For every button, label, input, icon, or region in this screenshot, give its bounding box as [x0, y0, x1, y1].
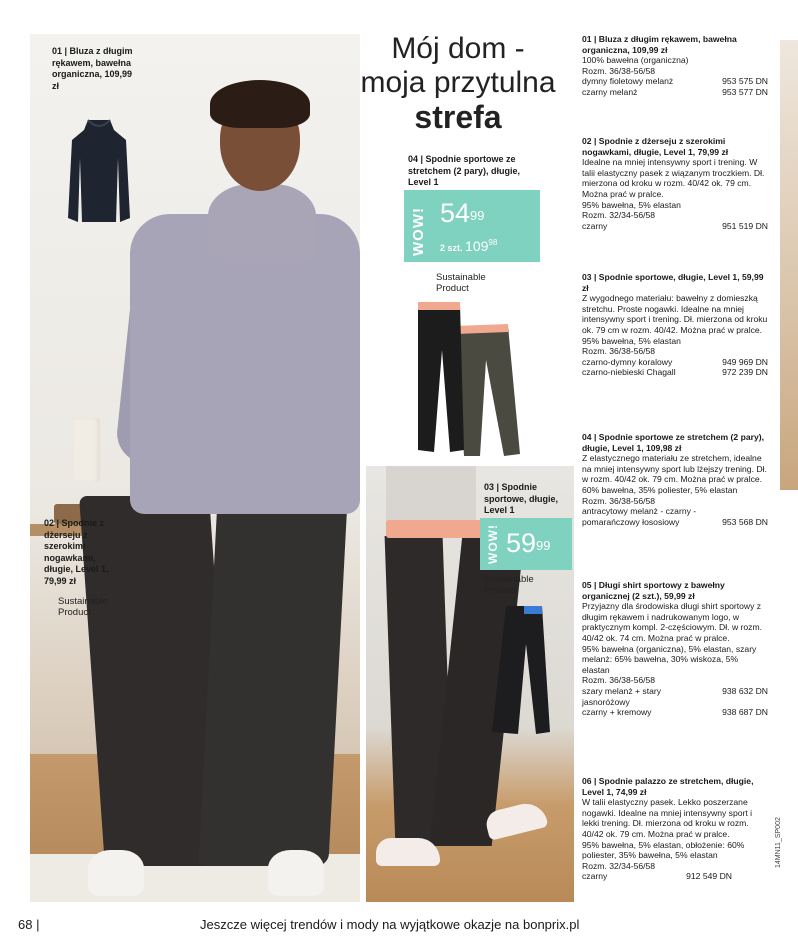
variant-row: czarno-niebieski Chagall 972 239 DN	[582, 367, 768, 378]
variant-row: czarno-dymny koralowy 949 969 DN	[582, 356, 768, 367]
callout-03: 03 | Spodnie sportowe, długie, Level 1	[484, 482, 559, 515]
callout-01: 01 | Bluza z długim rękawem, bawełna organiczna, 109,99 zł	[52, 46, 133, 91]
variant-row: czarny 912 549 DN	[582, 871, 732, 882]
model-cowl-neck	[208, 184, 316, 264]
model-sock	[88, 850, 144, 896]
pants-pair-thumbnail-icon	[412, 300, 522, 460]
sustainable-label: Sustainable Product	[58, 596, 108, 618]
sustainable-label: Sustainable Product	[436, 272, 486, 294]
variant-row: dymny fioletowy melanż 953 575 DN	[582, 76, 768, 87]
jacket-thumbnail-icon	[68, 118, 130, 224]
product-05-details: 05 | Długi shirt sportowy z bawełny organicznej (2 szt.), 59,99 zł Przyjazny dla środowiska długi shirt sportowy z długim rękawem i nadrukowanym logo, w praktycznym kompl. 2-częściowym. Dł. w rozm. 40/42 ok. 74 cm. Można prać w pralce. 95% bawełna (organiczna), 5% elastan, szary melanż: 65% bawełna, 30% wiskoza, 5% elastan Rozm. 36/38-56/58 szary melanż + stary jasnoróżowy 938 632 DN czarny + kremowy 938 687 DN	[582, 580, 768, 718]
model-sock	[268, 850, 324, 896]
product-01-details: 01 | Bluza z długim rękawem, bawełna organiczna, 109,99 zł 100% bawełna (organiczna) Rozm. 36/38-56/58 dymny fioletowy melanż 953 575 DN czarny melanż 953 577 DN	[582, 34, 768, 97]
variant-row: szary melanż + stary jasnoróżowy 938 632 DN	[582, 685, 768, 707]
page-number: 68 |	[18, 917, 40, 932]
footer-text: Jeszcze więcej trendów i mody na wyjątkowe okazje na bonprix.pl	[200, 917, 580, 932]
model-hair	[210, 80, 310, 128]
candle	[74, 418, 100, 482]
pants-thumbnail-icon	[488, 600, 554, 740]
variant-row: antracytowy melanż - czarny - pomarańczowy łososiowy 953 568 DN	[582, 506, 768, 527]
product-02-details: 02 | Spodnie z dżerseju z szerokimi nogawkami, długie, Level 1, 79,99 zł Idealne na mniej intensywny sport i trening. W talii elastyczny pasek z wiązanym troczkiem. Dł. mierzona od kroku w rozm. 40/42 ok. 79 cm. Można prać w pralce. 95% bawełna, 5% elastan Rozm. 32/34-56/58 czarny 951 519 DN	[582, 136, 768, 231]
wow-price-badge-04: WOW! $54^{99}$ 2 szt. $109^{98}$	[404, 190, 540, 262]
callout-02: 02 | Spodnie z dżerseju z szerokimi nogawkami, długie, Level 1, 79,99 zł	[44, 518, 109, 586]
waistband	[386, 520, 486, 538]
product-03-details: 03 | Spodnie sportowe, długie, Level 1, 59,99 zł Z wygodnego materiału: bawełny z domieszką stretchu. Proste nogawki. Idealne na mniej intensywny sport i trening. Dł. mierzona od kroku ok. 79 cm w rozm. 40/42. Można prać w pralce. 95% bawełna, 5% elastan Rozm. 36/38-56/58 czarno-dymny koralowy 949 969 DN czarno-niebieski Chagall 972 239 DN	[582, 272, 768, 378]
variant-row: czarny 951 519 DN	[582, 220, 768, 231]
price-03: $59^{99}$	[506, 528, 551, 558]
variant-row: czarny melanż 953 577 DN	[582, 86, 768, 97]
product-04-details: 04 | Spodnie sportowe ze stretchem (2 pary), długie, Level 1, 109,98 zł Z elastycznego materiału ze stretchem, idealne na mniej intensywny sport lub lżejszy trening. Dł. w rozm. 40/42 ok. 79 cm. Można prać w pralce. 60% bawełna, 35% poliester, 5% elastan Rozm. 36/38-56/58 antracytowy melanż - czarny - pomarańczowy łososiowy 953 568 DN	[582, 432, 768, 527]
variant-row: czarny + kremowy 938 687 DN	[582, 707, 768, 718]
page-headline: Mój dom - moja przytulna strefa	[360, 32, 556, 135]
sustainable-label: Sustainable Product	[484, 574, 534, 596]
price-04: $54^{99}$	[440, 198, 485, 228]
catalog-code: 14MN11_SP002	[775, 817, 782, 868]
callout-04: 04 | Spodnie sportowe ze stretchem (2 pary), długie, Level 1	[408, 154, 521, 187]
sneaker	[376, 838, 440, 866]
pair-price-04: 2 szt. $109^{98}$	[440, 238, 498, 254]
wow-price-badge-03: WOW! $59^{99}$	[480, 518, 572, 570]
adjacent-page-edge	[780, 40, 798, 490]
product-06-details: 06 | Spodnie palazzo ze stretchem, długie, Level 1, 74,99 zł W talii elastyczny pasek. Lekko poszerzane nogawki. Idealne na mniej intensywny sport i lekki trening. Dł. mierzona od kroku w rozm. 40/42 ok. 79 cm. Można prać w pralce. 95% bawełna, 5% elastan, obłożenie: 60% poliester, 35% bawełna, 5% elastan Rozm. 32/34-56/58 czarny 912 549 DN	[582, 776, 762, 882]
model-pants-right-leg	[198, 496, 347, 866]
